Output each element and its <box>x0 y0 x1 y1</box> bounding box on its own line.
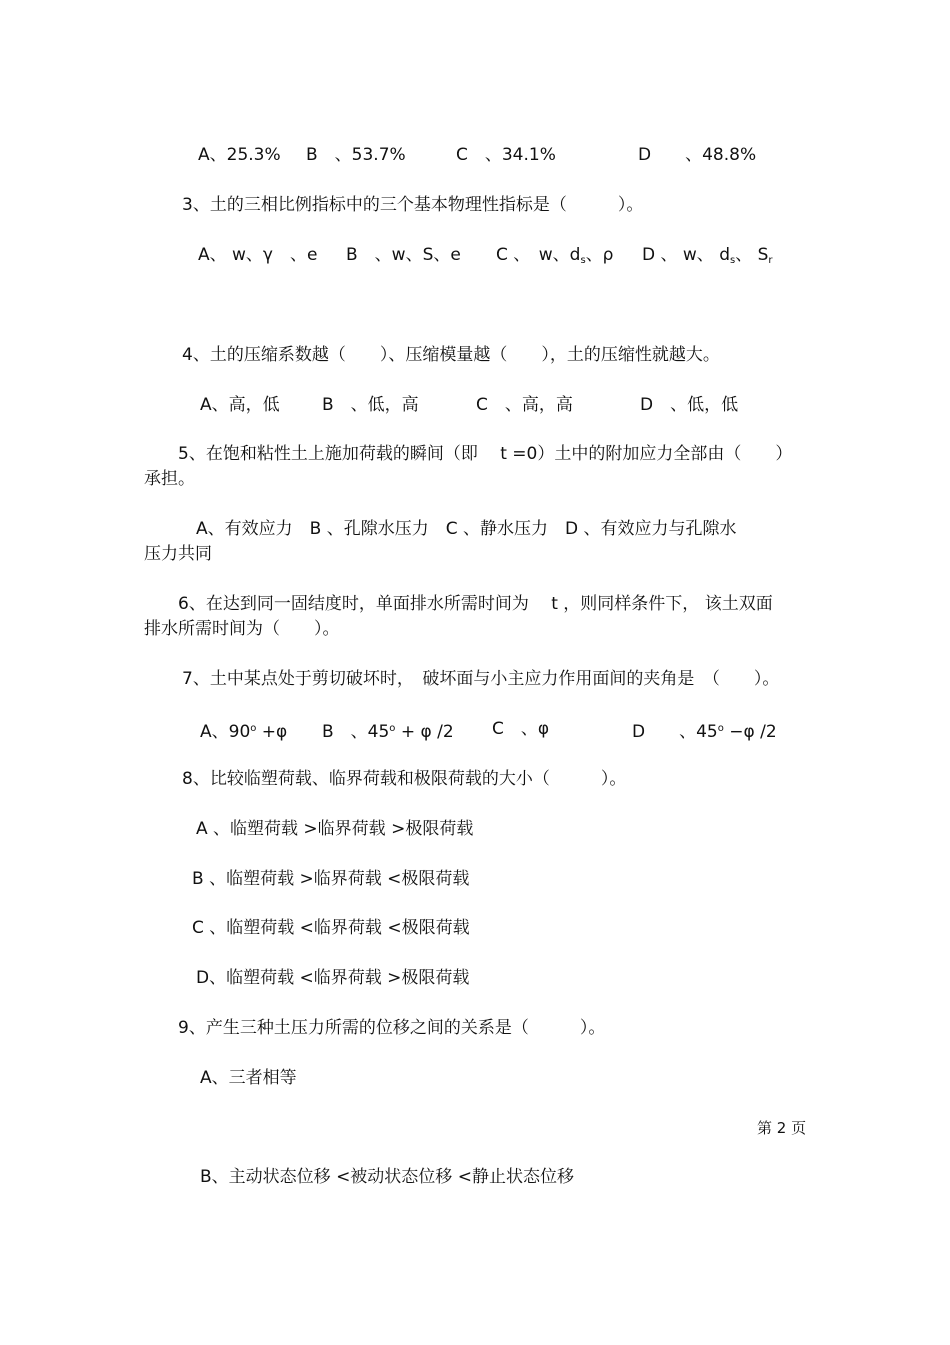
option-a: A、三者相等 <box>200 1068 297 1088</box>
question-stem: 8、比较临塑荷载、临界荷载和极限荷载的大小（ ）。 <box>182 769 627 789</box>
option-d: D 、 w、 $d_s$、 $S_r$ <box>642 245 773 266</box>
question-stem-line-2: 承担。 <box>144 469 195 489</box>
question-stem-line-2: 排水所需时间为（ ）。 <box>144 619 340 639</box>
question-stem: 3、土的三相比例指标中的三个基本物理性指标是（ ）。 <box>182 195 644 215</box>
option-b: B 、低，高 <box>322 395 419 415</box>
option-a: A、 w、γ 、e <box>198 245 318 265</box>
options-line-2: 压力共同 <box>144 544 212 564</box>
option-a: A 、临塑荷载 >临界荷载 >极限荷载 <box>196 819 474 839</box>
option-c: C 、34.1% <box>456 145 556 165</box>
option-c: C 、 w、$d_s$、ρ <box>496 245 614 266</box>
options-line-1: A、有效应力 B 、孔隙水压力 C 、静水压力 D 、有效应力与孔隙水 <box>196 519 737 539</box>
option-b: B、主动状态位移 <被动状态位移 <静止状态位移 <box>200 1167 574 1187</box>
option-c: C 、高，高 <box>476 395 573 415</box>
option-b: B 、临塑荷载 >临界荷载 <极限荷载 <box>192 869 470 889</box>
option-b: B 、w、S、e <box>346 245 461 265</box>
option-a: A、25.3% <box>198 145 281 165</box>
option-d: D 、48.8% <box>638 145 757 165</box>
question-stem: 7、土中某点处于剪切破坏时， 破坏面与小主应力作用面间的夹角是 （ ）。 <box>182 669 780 689</box>
page-number: 第 2 页 <box>757 1119 807 1137</box>
question-stem-line-1: 6、在达到同一固结度时，单面排水所需时间为 t ，则同样条件下， 该土双面 <box>178 594 773 614</box>
option-c: C 、临塑荷载 <临界荷载 <极限荷载 <box>192 918 470 938</box>
question-stem: 9、产生三种土压力所需的位移之间的关系是（ ）。 <box>178 1018 606 1038</box>
question-stem-line-1: 5、在饱和粘性土上施加荷载的瞬间（即 t =0）土中的附加应力全部由（ ） <box>178 444 793 464</box>
option-d: D 、$45^o -\varphi$ /2 <box>632 722 777 742</box>
question-stem: 4、土的压缩系数越（ ）、压缩模量越（ ），土的压缩性就越大。 <box>182 345 720 365</box>
option-d: D 、低，低 <box>640 395 739 415</box>
option-c: C 、φ <box>492 719 550 739</box>
option-b: B 、53.7% <box>306 145 406 165</box>
option-b: B 、$45^o + \varphi$ /2 <box>322 722 454 742</box>
option-a: A、$90^o +\varphi$ <box>200 722 288 742</box>
option-a: A、高，低 <box>200 395 280 415</box>
option-d: D、临塑荷载 <临界荷载 >极限荷载 <box>196 968 470 988</box>
